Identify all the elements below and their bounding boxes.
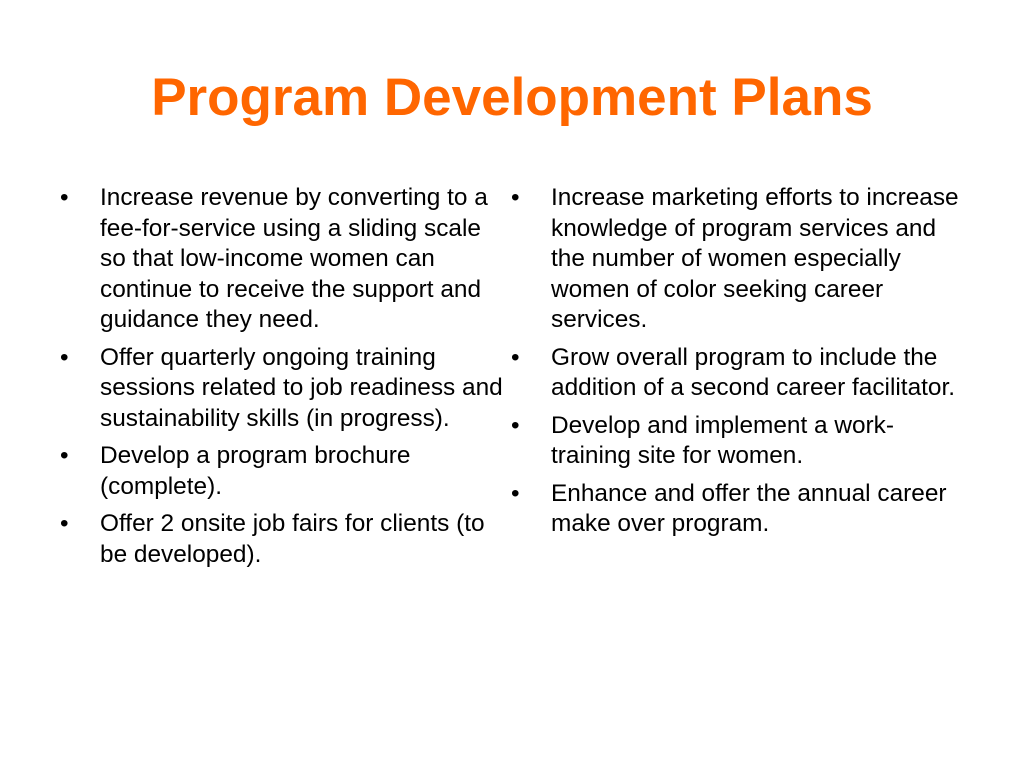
bullet-item xyxy=(60,343,512,435)
bullet-icon: • xyxy=(60,442,69,469)
bullet-text: Enhance and offer the annual career make over program. xyxy=(551,479,947,537)
bullet-item xyxy=(60,183,512,336)
bullet-text: Grow overall program to include the addition of a second career facilitator. xyxy=(551,343,956,401)
bullet-text: Increase revenue by converting to a fee-for-service using a sliding scale so that low-income women can continue to receive the support and guidance they need. xyxy=(100,184,488,333)
bullet-text: Develop a program brochure (complete). xyxy=(100,442,411,500)
bullet-text: Offer quarterly ongoing training sessions related to job readiness and sustainability skills (in progress). xyxy=(100,343,503,432)
bullet-icon: • xyxy=(60,510,69,537)
bullet-icon: • xyxy=(511,184,520,211)
bullet-icon: • xyxy=(511,343,520,371)
bullet-item xyxy=(60,509,512,570)
bullet-icon: • xyxy=(511,411,520,439)
bullet-icon: • xyxy=(60,343,69,371)
left-bullet-list xyxy=(60,183,512,577)
bullet-icon: • xyxy=(60,184,69,211)
bullet-text: Offer 2 onsite job fairs for clients (to be developed). xyxy=(100,510,485,568)
bullet-icon: • xyxy=(511,479,520,507)
bullet-text: Increase marketing efforts to increase knowledge of program services and the number of women especially women of color seeking career services. xyxy=(551,184,959,333)
bullet-item xyxy=(511,479,971,540)
bullet-text: Develop and implement a work-training site for women. xyxy=(551,411,894,469)
bullet-item xyxy=(511,411,971,472)
right-bullet-list xyxy=(511,183,971,547)
bullet-item xyxy=(60,441,512,502)
bullet-item xyxy=(511,183,971,336)
slide-title: Program Development Plans xyxy=(151,68,873,127)
bullet-item xyxy=(511,343,971,404)
